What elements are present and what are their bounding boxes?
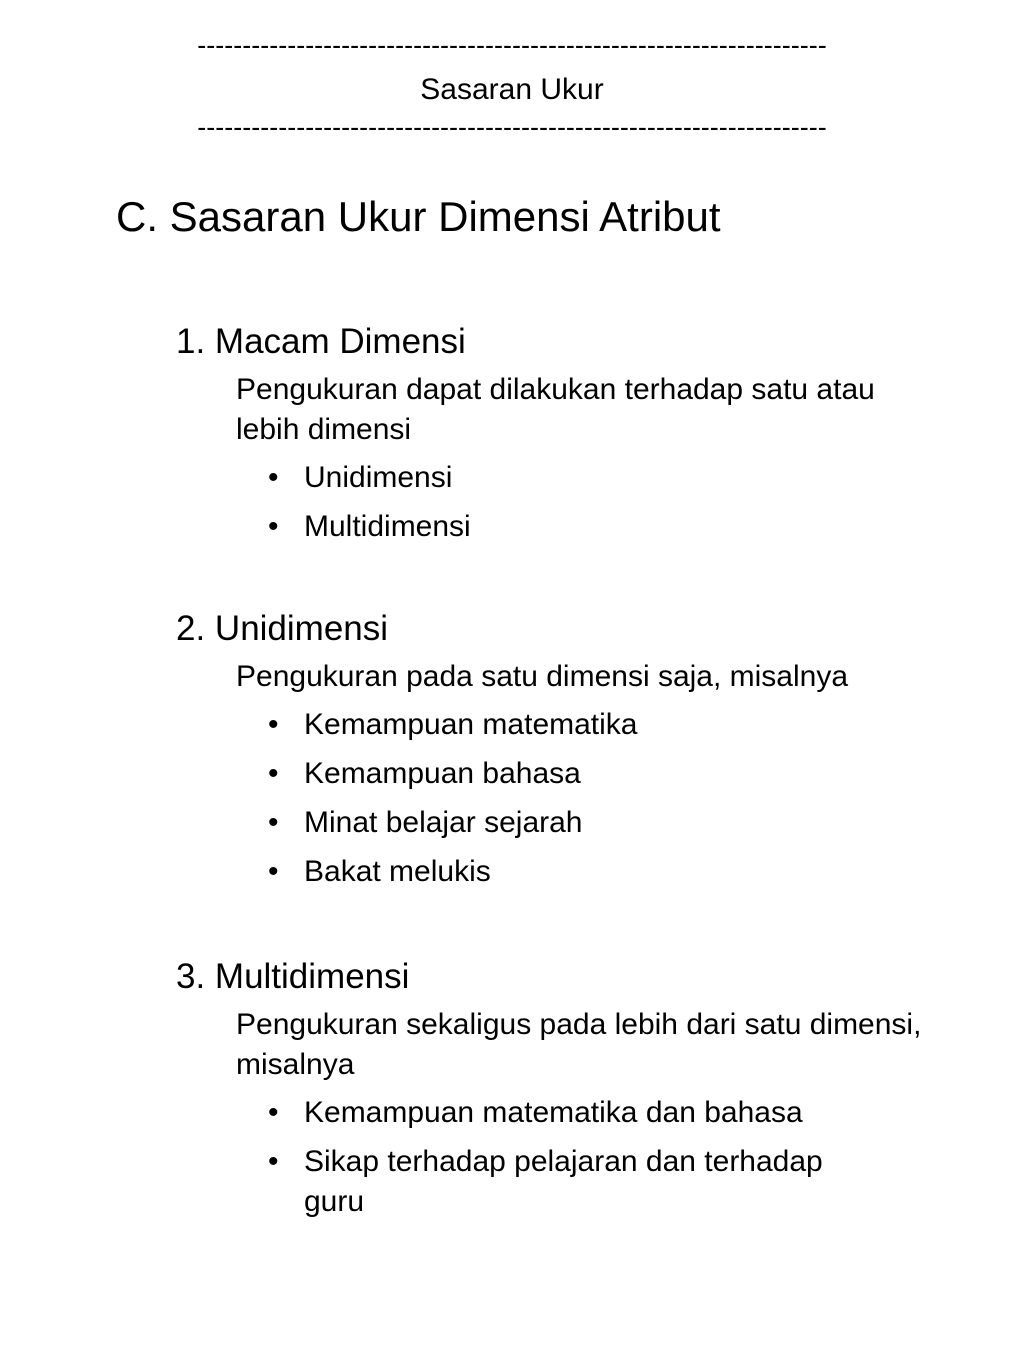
list-item-text: Kemampuan matematika (304, 708, 638, 741)
bullet-icon: • (268, 708, 279, 741)
bullet-icon: • (268, 1096, 279, 1129)
section-heading: 2. Unidimensi (176, 609, 389, 648)
bullet-list (268, 458, 888, 547)
header-divider-top: ---------------------------------------------------------------------- (197, 30, 827, 60)
section-heading: 1. Macam Dimensi (176, 322, 466, 361)
bullet-list (268, 1093, 888, 1222)
header-divider-bottom: ---------------------------------------------------------------------- (197, 112, 827, 142)
list-item-text: Kemampuan matematika dan bahasa (304, 1096, 803, 1129)
bullet-icon: • (268, 510, 279, 543)
list-item (268, 1093, 888, 1133)
section-description: Pengukuran sekaligus pada lebih dari satu dimensi, misalnya (236, 1008, 922, 1081)
list-item-text: Unidimensi (304, 461, 453, 494)
list-item (268, 458, 888, 498)
list-item (268, 852, 888, 892)
bullet-icon: • (268, 1145, 279, 1178)
bullet-icon: • (268, 855, 279, 888)
list-item (268, 754, 888, 794)
list-item-text: Bakat melukis (304, 855, 491, 888)
list-item-text: Multidimensi (304, 510, 471, 543)
list-item (268, 1142, 888, 1222)
list-item-text: Minat belajar sejarah (304, 806, 583, 839)
section-macam-dimensi (176, 322, 956, 556)
list-item-text: Kemampuan bahasa (304, 757, 581, 790)
bullet-icon: • (268, 806, 279, 839)
section-unidimensi (176, 609, 956, 901)
list-item (268, 705, 888, 745)
bullet-icon: • (268, 757, 279, 790)
header-title: Sasaran Ukur (420, 73, 604, 106)
bullet-icon: • (268, 461, 279, 494)
list-item (268, 507, 888, 547)
section-description: Pengukuran dapat dilakukan terhadap satu atau lebih dimensi (236, 373, 875, 446)
page-title: C. Sasaran Ukur Dimensi Atribut (116, 193, 721, 240)
bullet-list (268, 705, 888, 892)
list-item (268, 803, 888, 843)
section-heading: 3. Multidimensi (176, 957, 410, 996)
section-multidimensi (176, 957, 956, 1231)
section-description: Pengukuran pada satu dimensi saja, misalnya (236, 660, 849, 693)
list-item-text: Sikap terhadap pelajaran dan terhadap guru (304, 1145, 823, 1218)
